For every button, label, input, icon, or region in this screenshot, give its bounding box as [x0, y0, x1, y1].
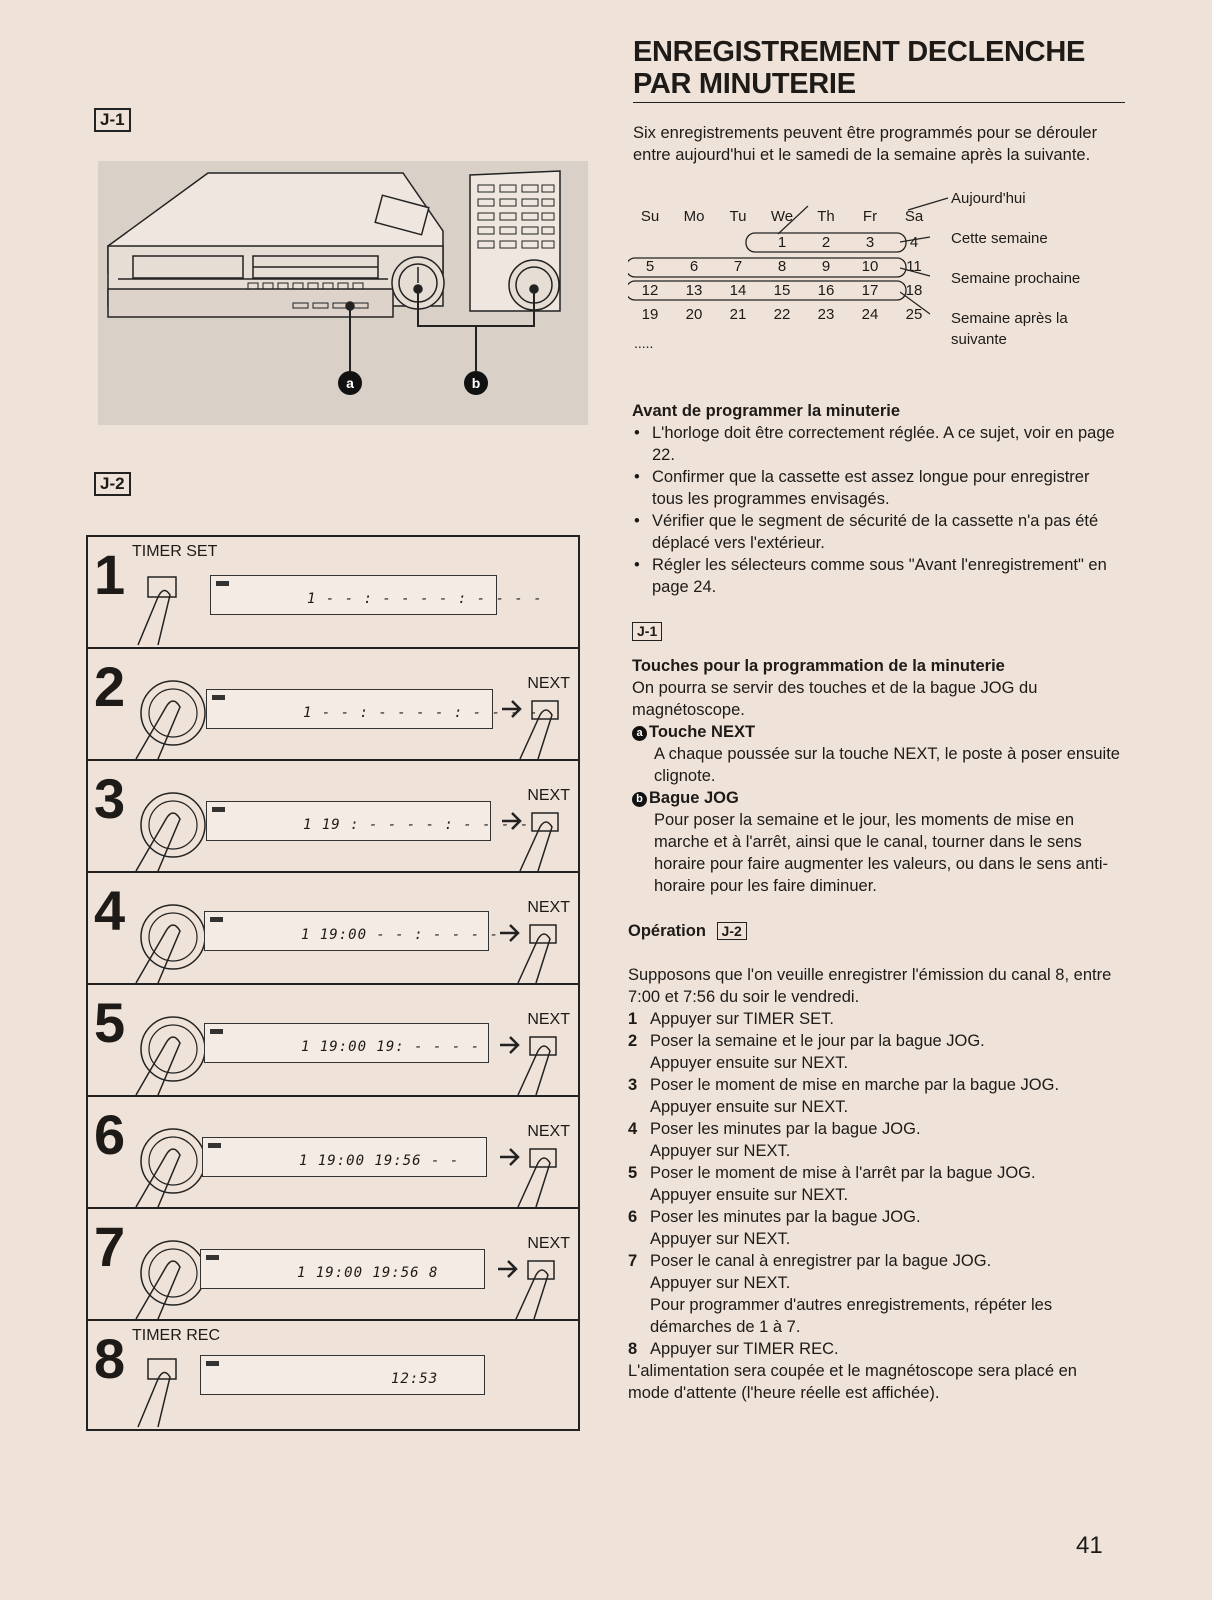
next-label: NEXT — [527, 899, 570, 916]
keys-heading: Touches pour la programmation de la minuterie — [632, 657, 1005, 675]
calendar-dots: ..... — [634, 335, 654, 351]
marker-b: b — [471, 375, 481, 391]
display-text: 1 19 : - - - - : - - - - — [303, 817, 530, 833]
calendar-date: 5 — [645, 258, 655, 275]
section-tag-j1: J-1 — [632, 622, 662, 641]
bague-jog-title: Bague JOG — [649, 789, 739, 807]
bague-jog-text: Pour poser la semaine et le jour, les moments de mise en marche et à l'arrêt, ainsi que le canal, tourner dans le sens horaire pour faire augmenter les valeurs, ou dans le sens anti-horaire pour les faire diminuer. — [654, 811, 1108, 895]
before-bullet-4: • Régler les sélecteurs comme sous "Avant l'enregistrement" en page 24. — [632, 554, 1122, 598]
step-panel-7 — [86, 1207, 580, 1321]
calendar-day-header: Mo — [683, 208, 705, 225]
finger-press-icon — [128, 1349, 188, 1429]
next-press-icon — [494, 1255, 564, 1321]
calendar-date: 23 — [817, 306, 835, 323]
label-next-week: Semaine prochaine — [951, 270, 1081, 287]
step-panel-2 — [86, 647, 580, 761]
calendar-day-header: Th — [817, 208, 835, 225]
step-number: 6 — [94, 1103, 126, 1166]
label-week-after: Semaine après la suivante — [951, 310, 1068, 348]
display-text: 1 19:00 19: - - - - — [301, 1039, 481, 1055]
marker-a-badge: a — [632, 726, 647, 741]
calendar-date: 17 — [861, 282, 879, 299]
calendar-day-header: We — [770, 208, 794, 225]
next-label: NEXT — [527, 1235, 570, 1252]
step-panel-6 — [86, 1095, 580, 1209]
before-bullet-2: • Confirmer que la cassette est assez longue pour enregistrer tous les programmes envisagés. — [632, 466, 1122, 510]
calendar-date: 13 — [685, 282, 703, 299]
marker-b-badge: b — [632, 792, 647, 807]
calendar-date: 25 — [905, 306, 923, 323]
touche-next-title: Touche NEXT — [649, 723, 756, 741]
before-heading: Avant de programmer la minuterie — [632, 402, 901, 420]
timer-display — [200, 1249, 485, 1289]
next-label: NEXT — [527, 1123, 570, 1140]
intro-paragraph: Six enregistrements peuvent être programmés pour se dérouler entre aujourd'hui et le samedi de la semaine après la suivante. — [633, 124, 1098, 164]
next-press-icon — [498, 695, 568, 761]
calendar-day-header: Su — [640, 208, 660, 225]
timer-display — [204, 911, 500, 951]
touche-next-text: A chaque poussée sur la touche NEXT, le poste à poser ensuite clignote. — [654, 745, 1120, 785]
marker-a: a — [346, 375, 354, 391]
step-panels — [86, 535, 580, 1455]
calendar-date: 2 — [821, 234, 831, 251]
display-text: 1 19:00 19:56 - - — [299, 1153, 460, 1169]
label-this-week: Cette semaine — [951, 230, 1048, 247]
next-press-icon — [496, 919, 566, 985]
step-number: 8 — [94, 1327, 126, 1390]
calendar-date: 19 — [641, 306, 659, 323]
operation-text: Supposons que l'on veuille enregistrer l'émission du canal 8, entre 7:00 et 7:56 du soir le vendredi. — [628, 966, 1112, 1006]
calendar-date: 4 — [909, 234, 919, 251]
next-label: NEXT — [527, 1011, 570, 1028]
operation-step-2: 2 Poser la semaine et le jour par la bague JOG. Appuyer ensuite sur NEXT. — [628, 1032, 985, 1072]
step-label: TIMER SET — [132, 543, 218, 560]
display-text: 1 19:00 19:56 8 — [297, 1265, 439, 1281]
next-press-icon — [498, 807, 568, 873]
before-bullet-1: • L'horloge doit être correctement réglée. A ce sujet, voir en page 22. — [632, 422, 1122, 466]
jog-ring-icon — [118, 891, 208, 983]
figure-tag-j2: J-2 — [94, 472, 131, 496]
step-number: 7 — [94, 1215, 126, 1278]
step-number: 3 — [94, 767, 126, 830]
step-number: 1 — [94, 543, 126, 606]
keys-section — [632, 655, 1122, 897]
jog-ring-icon — [118, 1003, 208, 1095]
jog-ring-icon — [118, 1227, 208, 1319]
calendar-day-header: Sa — [904, 208, 924, 225]
operation-heading: Opération — [628, 922, 706, 940]
step-panel-1 — [86, 535, 580, 649]
step-panel-8 — [86, 1319, 580, 1431]
timer-display — [206, 689, 539, 729]
calendar-date: 7 — [733, 258, 743, 275]
jog-ring-icon — [118, 667, 208, 759]
operation-final: L'alimentation sera coupée et le magnétoscope sera placé en mode d'attente (l'heure réelle est affichée). — [628, 1362, 1077, 1402]
calendar-date: 10 — [861, 258, 879, 275]
before-section — [632, 400, 1122, 598]
timer-display — [202, 1137, 487, 1177]
step-number: 5 — [94, 991, 126, 1054]
operation-step-8: 8 Appuyer sur TIMER REC. — [628, 1340, 839, 1358]
calendar-day-header: Tu — [729, 208, 747, 225]
calendar-date: 12 — [641, 282, 659, 299]
step-panel-4 — [86, 871, 580, 985]
calendar-date: 8 — [777, 258, 787, 275]
label-today: Aujourd'hui — [951, 190, 1026, 207]
operation-step-4: 4 Poser les minutes par la bague JOG. Appuyer sur NEXT. — [628, 1120, 921, 1160]
calendar-date: 11 — [906, 258, 922, 275]
step-number: 4 — [94, 879, 126, 942]
operation-tag-j2: J-2 — [717, 922, 747, 940]
calendar-date: 16 — [817, 282, 835, 299]
vcr-illustration — [98, 161, 588, 425]
jog-ring-icon — [118, 779, 208, 871]
step-number: 2 — [94, 655, 126, 718]
timer-display — [210, 575, 543, 615]
calendar-date: 14 — [729, 282, 747, 299]
next-press-icon — [496, 1143, 566, 1209]
calendar-leader-lines — [900, 190, 952, 330]
operation-step-5: 5 Poser le moment de mise à l'arrêt par la bague JOG. Appuyer ensuite sur NEXT. — [628, 1164, 1036, 1204]
calendar-date: 15 — [773, 282, 791, 299]
calendar — [628, 192, 928, 352]
next-label: NEXT — [527, 675, 570, 692]
calendar-date: 18 — [905, 282, 923, 299]
operation-step-1: 1 Appuyer sur TIMER SET. — [628, 1010, 835, 1028]
operation-heading-row — [628, 920, 741, 942]
page-number: 41 — [1076, 1532, 1103, 1559]
next-press-icon — [496, 1031, 566, 1097]
before-bullet-3: • Vérifier que le segment de sécurité de la cassette n'a pas été déplacé vers l'extérieur. — [632, 510, 1122, 554]
calendar-date: 3 — [865, 234, 875, 251]
display-text: 1 - - : - - - - : - - - - — [307, 591, 543, 607]
calendar-date: 24 — [861, 306, 879, 323]
finger-press-icon — [128, 567, 188, 647]
timer-display — [206, 801, 530, 841]
display-text: 1 - - : - - - - : - - - - — [303, 705, 539, 721]
operation-step-7: 7 Poser le canal à enregistrer par la bague JOG. Appuyer sur NEXT. Pour programmer d'autres enregistrements, répéter les démarches de 1 à 7. — [628, 1252, 1053, 1336]
step-panel-3 — [86, 759, 580, 873]
next-label: NEXT — [527, 787, 570, 804]
timer-display — [204, 1023, 489, 1063]
calendar-date: 1 — [777, 234, 787, 251]
keys-text: On pourra se servir des touches et de la bague JOG du magnétoscope. — [632, 679, 1038, 719]
calendar-date: 22 — [773, 306, 791, 323]
step-label: TIMER REC — [132, 1327, 220, 1344]
operation-step-6: 6 Poser les minutes par la bague JOG. Appuyer sur NEXT. — [628, 1208, 921, 1248]
calendar-date: 6 — [689, 258, 699, 275]
timer-display — [200, 1355, 485, 1395]
calendar-date: 20 — [685, 306, 703, 323]
step-panel-5 — [86, 983, 580, 1097]
page-title: ENREGISTREMENT DECLENCHE PAR MINUTERIE — [633, 36, 1125, 103]
operation-section — [628, 964, 1120, 1404]
calendar-date: 21 — [729, 306, 747, 323]
figure-tag-j1: J-1 — [94, 108, 131, 132]
jog-ring-icon — [118, 1115, 208, 1207]
operation-step-3: 3 Poser le moment de mise en marche par la bague JOG. Appuyer ensuite sur NEXT. — [628, 1076, 1060, 1116]
calendar-date: 9 — [821, 258, 831, 275]
vcr-drawing — [98, 161, 588, 425]
display-text: 12:53 — [391, 1371, 439, 1387]
display-text: 1 19:00 - - : - - - - — [301, 927, 500, 943]
calendar-day-header: Fr — [862, 208, 878, 225]
